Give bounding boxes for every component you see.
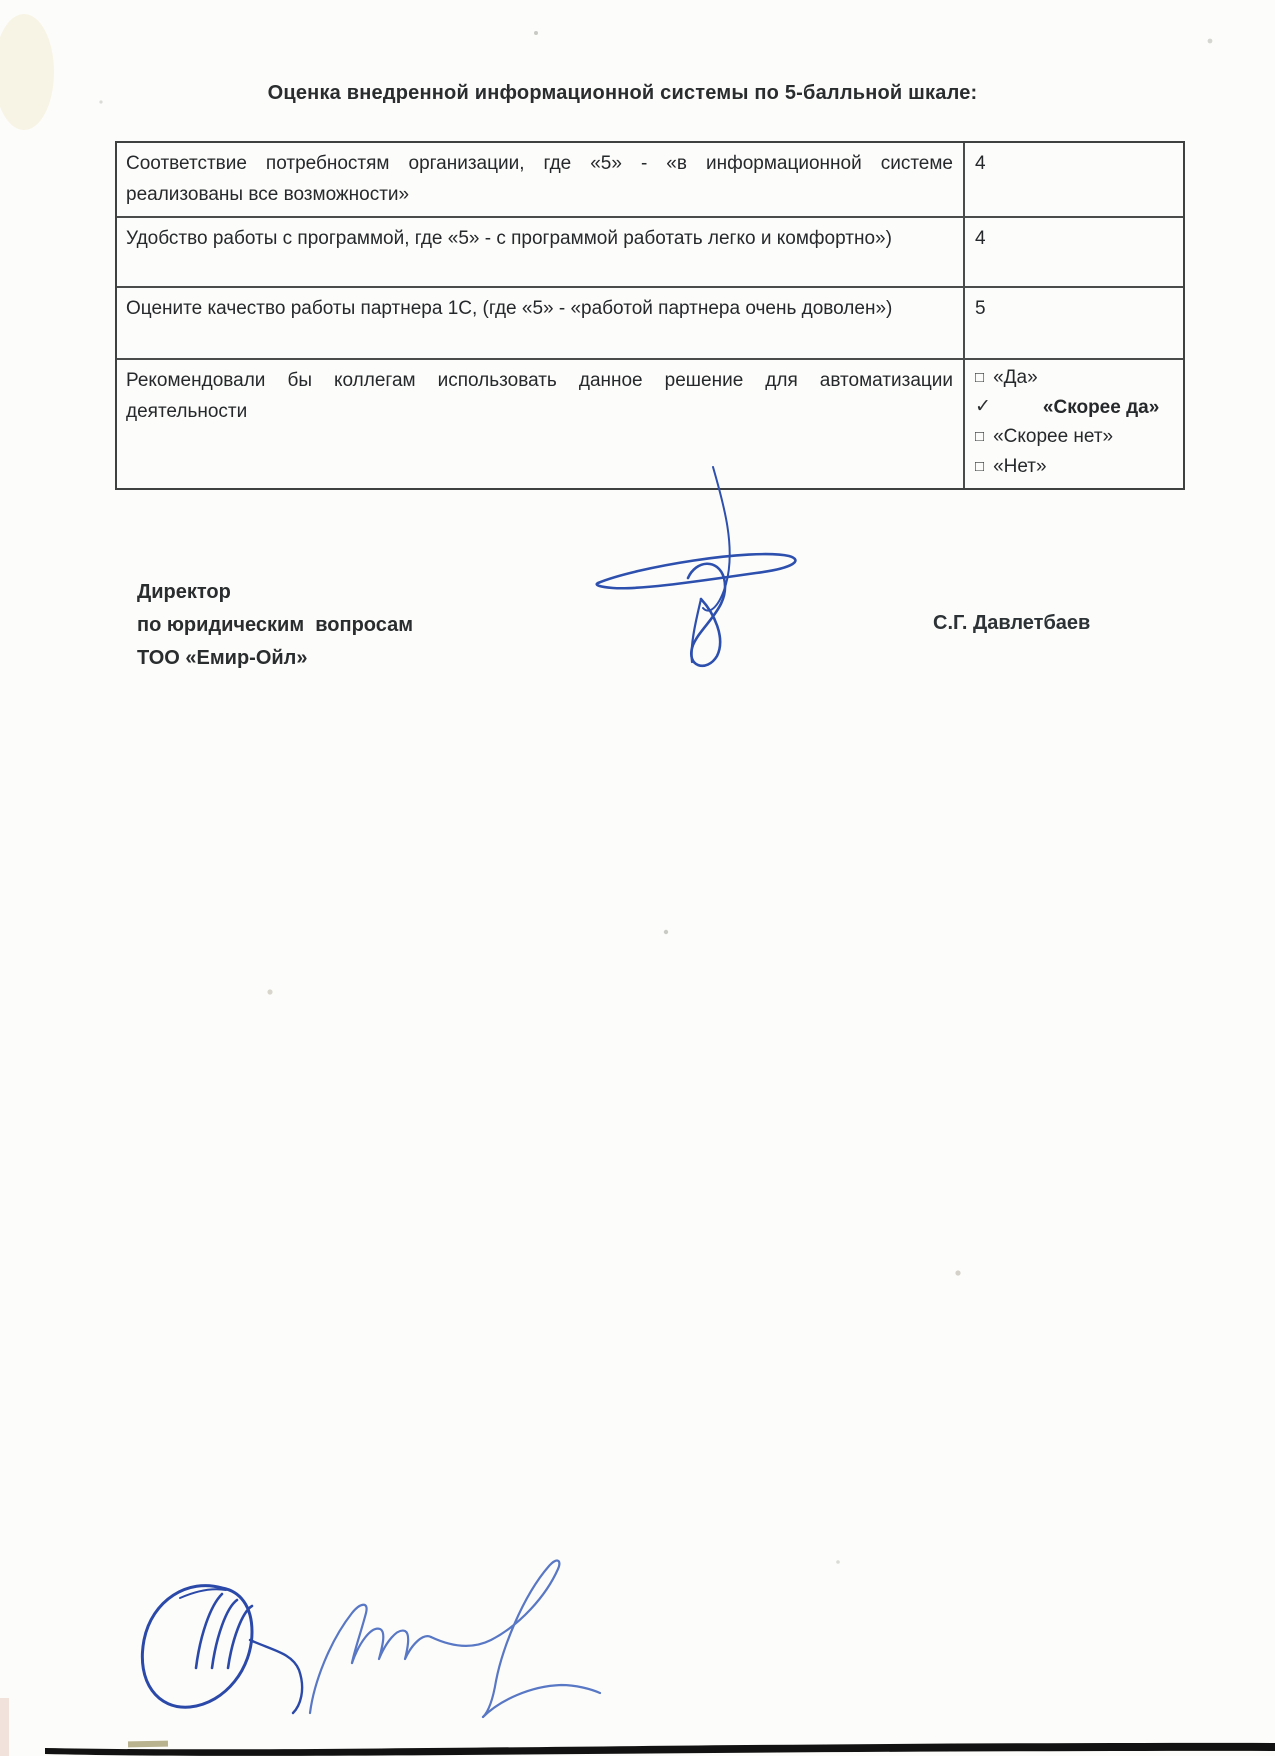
checkbox-icon: □ bbox=[975, 428, 985, 445]
scan-speck bbox=[534, 31, 538, 35]
option-label: «Да» bbox=[993, 367, 1038, 388]
evaluation-table bbox=[115, 141, 1185, 490]
table-row bbox=[117, 216, 1183, 286]
checkbox-icon: □ bbox=[975, 458, 985, 475]
stamp-signature-left bbox=[142, 1586, 302, 1713]
scan-speck bbox=[99, 100, 102, 103]
table-row bbox=[117, 286, 1183, 358]
checkbox-icon: □ bbox=[975, 369, 985, 386]
option-row bbox=[975, 452, 1175, 482]
scan-speck bbox=[1208, 39, 1213, 44]
scan-edge-strip bbox=[0, 1698, 9, 1756]
page-title: Оценка внедренной информационной системы по 5-балльной шкале: bbox=[267, 82, 978, 104]
checkmark-icon: ✓ bbox=[975, 396, 991, 417]
signature-title-line: по юридическим вопросам bbox=[137, 614, 414, 636]
scan-speck bbox=[836, 1560, 840, 1564]
question-cell: Удобство работы с программой, где «5» - с программой работать легко и комфортно») bbox=[117, 218, 965, 286]
option-label: «Нет» bbox=[993, 456, 1047, 477]
question-cell: Оцените качество работы партнера 1С, (где «5» - «работой партнера очень доволен») bbox=[117, 288, 965, 358]
table-row bbox=[117, 358, 1183, 488]
scan-speck bbox=[955, 1270, 960, 1275]
scan-smudge bbox=[0, 14, 54, 130]
question-cell: Рекомендовали бы коллегам использовать данное решение для автоматизации деятельности bbox=[117, 360, 965, 488]
option-label: «Скорее нет» bbox=[993, 426, 1114, 447]
score-cell: 4 bbox=[975, 153, 986, 174]
option-row bbox=[975, 363, 1175, 393]
table-row bbox=[117, 143, 1183, 216]
scan-edge-mark bbox=[128, 1741, 168, 1748]
option-row bbox=[975, 393, 1175, 422]
score-cell: 5 bbox=[975, 298, 986, 319]
signer-name: С.Г. Давлетбаев bbox=[933, 612, 1091, 634]
signature-title-block bbox=[137, 576, 413, 675]
director-signature bbox=[597, 467, 796, 666]
question-cell: Соответствие потребностям организации, где «5» - «в информационной системе реализованы все возможности» bbox=[117, 143, 965, 216]
signature-title-line: Директор bbox=[137, 581, 231, 603]
scan-speck bbox=[664, 930, 668, 934]
option-row bbox=[975, 422, 1175, 452]
signature-title-line: ТОО «Емир-Ойл» bbox=[137, 647, 308, 669]
option-label: «Скорее да» bbox=[1042, 397, 1160, 418]
options-cell bbox=[965, 360, 1183, 488]
stamp-signature-right bbox=[310, 1561, 600, 1717]
score-cell: 4 bbox=[975, 228, 986, 249]
scan-edge-artifact bbox=[45, 1743, 1275, 1756]
scan-speck bbox=[267, 989, 272, 994]
